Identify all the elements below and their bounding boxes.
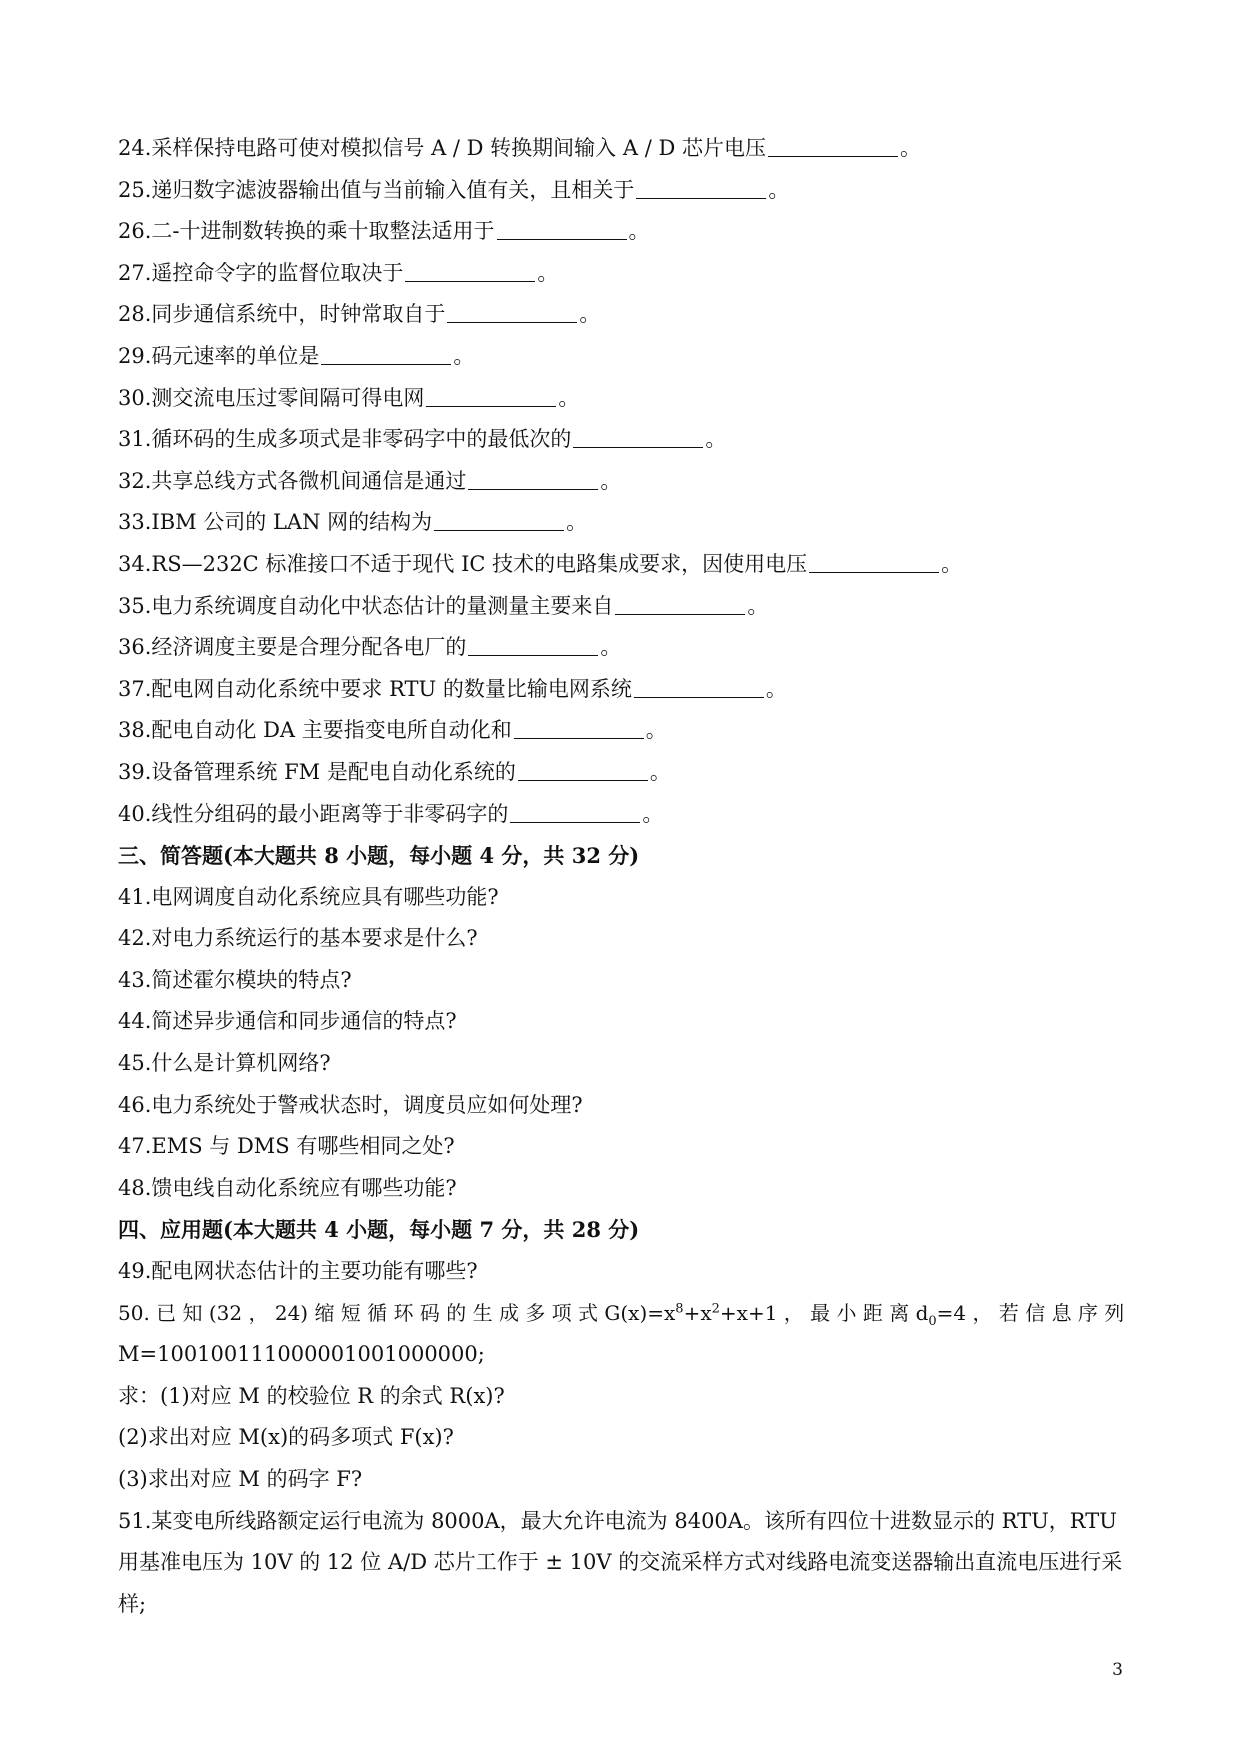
question-51-line-2: 用基准电压为 10V 的 12 位 A/D 芯片工作于 ± 10V 的交流采样方式对线路电流变送器输出直流电压进行采: [118, 1550, 1123, 1575]
fill-item-26: 26.二-十进制数转换的乘十取整法适用于 。: [118, 219, 650, 244]
question-48: 48.馈电线自动化系统应有哪些功能?: [118, 1175, 457, 1200]
answer-blank: [468, 635, 598, 656]
answer-blank: [447, 302, 577, 323]
question-51-line-1: 51.某变电所线路额定运行电流为 8000A，最大允许电流为 8400A。该所有四位十进数显示的 RTU，RTU: [118, 1508, 1117, 1533]
fill-item-36: 36.经济调度主要是合理分配各电厂的 。: [118, 635, 622, 660]
question-50-line-1: 50. 已 知 (32 ， 24) 缩 短 循 环 码 的 生 成 多 项 式 $G(x)=x^8+x^2+x+1$ ， 最 小 距 离 $d_0=4$ ， 若 信 息 序 列: [118, 1300, 1125, 1329]
fill-item-39: 39.设备管理系统 FM 是配电自动化系统的 。: [118, 759, 671, 784]
fill-item-27: 27.遥控命令字的监督位取决于 。: [118, 260, 559, 285]
fill-item-24: 24.采样保持电路可使对模拟信号 A / D 转换期间输入 A / D 芯片电压 。: [118, 136, 921, 160]
answer-blank: [518, 760, 648, 781]
question-51-line-3: 样;: [118, 1591, 147, 1616]
answer-blank: [809, 552, 939, 573]
fill-item-31: 31.循环码的生成多项式是非零码字中的最低次的 。: [118, 427, 727, 452]
answer-blank: [434, 510, 564, 531]
question-45: 45.什么是计算机网络?: [118, 1051, 331, 1076]
question-50-line-2: M=100100111000001001000000;: [118, 1342, 485, 1367]
fill-item-34: 34.RS—232C 标准接口不适于现代 IC 技术的电路集成要求，因使用电压 。: [118, 551, 963, 576]
question-50-sub-1: 求：(1)对应 M 的校验位 R 的余式 R(x)?: [118, 1383, 505, 1408]
question-50-sub-3: (3)求出对应 M 的码字 F?: [118, 1467, 363, 1491]
fill-item-25: 25.递归数字滤波器输出值与当前输入值有关，且相关于 。: [118, 177, 790, 202]
fill-item-37: 37.配电网自动化系统中要求 RTU 的数量比输电网系统 。: [118, 676, 787, 701]
fill-item-30: 30.测交流电压过零间隔可得电网 。: [118, 385, 580, 410]
answer-blank: [321, 344, 451, 365]
fill-item-33: 33.IBM 公司的 LAN 网的结构为 。: [118, 510, 588, 535]
answer-blank: [405, 261, 535, 282]
question-46: 46.电力系统处于警戒状态时，调度员应如何处理?: [118, 1092, 583, 1117]
question-49: 49.配电网状态估计的主要功能有哪些?: [118, 1259, 478, 1284]
answer-blank: [514, 718, 644, 739]
answer-blank: [615, 594, 745, 615]
answer-blank: [497, 219, 627, 240]
section-4-heading: 四、应用题(本大题共 4 小题，每小题 7 分，共 28 分): [118, 1217, 640, 1243]
answer-blank: [636, 178, 766, 199]
answer-blank: [510, 802, 640, 823]
page-number: 3: [1112, 1660, 1123, 1680]
section-3-heading: 三、简答题(本大题共 8 小题，每小题 4 分，共 32 分): [118, 843, 640, 869]
question-47: 47.EMS 与 DMS 有哪些相同之处?: [118, 1134, 455, 1159]
question-42: 42.对电力系统运行的基本要求是什么?: [118, 926, 478, 951]
question-43: 43.简述霍尔模块的特点?: [118, 967, 352, 992]
answer-blank: [634, 677, 764, 698]
question-50-sub-2: (2)求出对应 M(x)的码多项式 F(x)?: [118, 1425, 454, 1450]
fill-item-28: 28.同步通信系统中，时钟常取自于 。: [118, 302, 601, 327]
answer-blank: [468, 469, 598, 490]
question-41: 41.电网调度自动化系统应具有哪些功能?: [118, 884, 499, 909]
fill-item-29: 29.码元速率的单位是 。: [118, 343, 475, 368]
answer-blank: [426, 386, 556, 407]
question-44: 44.简述异步通信和同步通信的特点?: [118, 1009, 457, 1034]
fill-item-40: 40.线性分组码的最小距离等于非零码字的 。: [118, 801, 664, 826]
answer-blank: [573, 427, 703, 448]
fill-item-32: 32.共享总线方式各微机间通信是通过 。: [118, 468, 622, 493]
fill-item-38: 38.配电自动化 DA 主要指变电所自动化和 。: [118, 718, 667, 743]
page-content: [118, 128, 1128, 1625]
answer-blank: [768, 136, 898, 157]
fill-item-35: 35.电力系统调度自动化中状态估计的量测量主要来自 。: [118, 593, 769, 618]
